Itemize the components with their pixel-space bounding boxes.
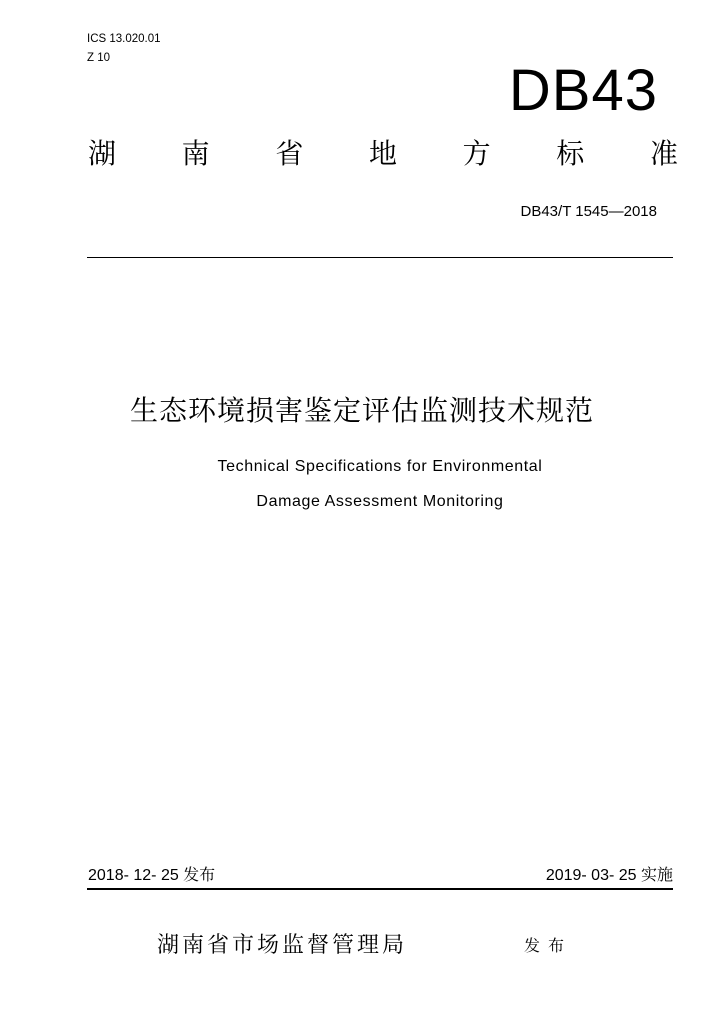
ccs-code: Z 10: [87, 52, 111, 64]
standard-type-char: 标: [556, 137, 585, 170]
document-title-en-line2: Damage Assessment Monitoring: [256, 493, 504, 510]
standard-type: [88, 136, 678, 172]
standard-type-char: 准: [649, 137, 678, 170]
document-title-zh: 生态环境损害鉴定评估监测技术规范: [129, 394, 594, 427]
standard-type-char: 方: [462, 137, 491, 170]
standard-type-char: 地: [368, 137, 397, 170]
standard-type-char: 南: [181, 137, 210, 170]
standard-logo: DB43: [508, 58, 658, 123]
footer-divider: [87, 888, 673, 890]
document-title-en-line1: Technical Specifications for Environmental: [217, 458, 543, 475]
ics-code: ICS 13.020.01: [87, 33, 161, 45]
publish-label: 发布: [524, 936, 573, 955]
standard-number: DB43/T 1545—2018: [520, 203, 657, 220]
implementation-date: 2019- 03- 25 实施: [545, 867, 673, 884]
publisher-name: 湖南省市场监督管理局: [157, 933, 408, 958]
issue-date: 2018- 12- 25 发布: [88, 867, 216, 884]
standard-type-char: 省: [275, 137, 304, 170]
standard-type-char: 湖: [88, 137, 117, 170]
header-divider: [87, 257, 673, 258]
